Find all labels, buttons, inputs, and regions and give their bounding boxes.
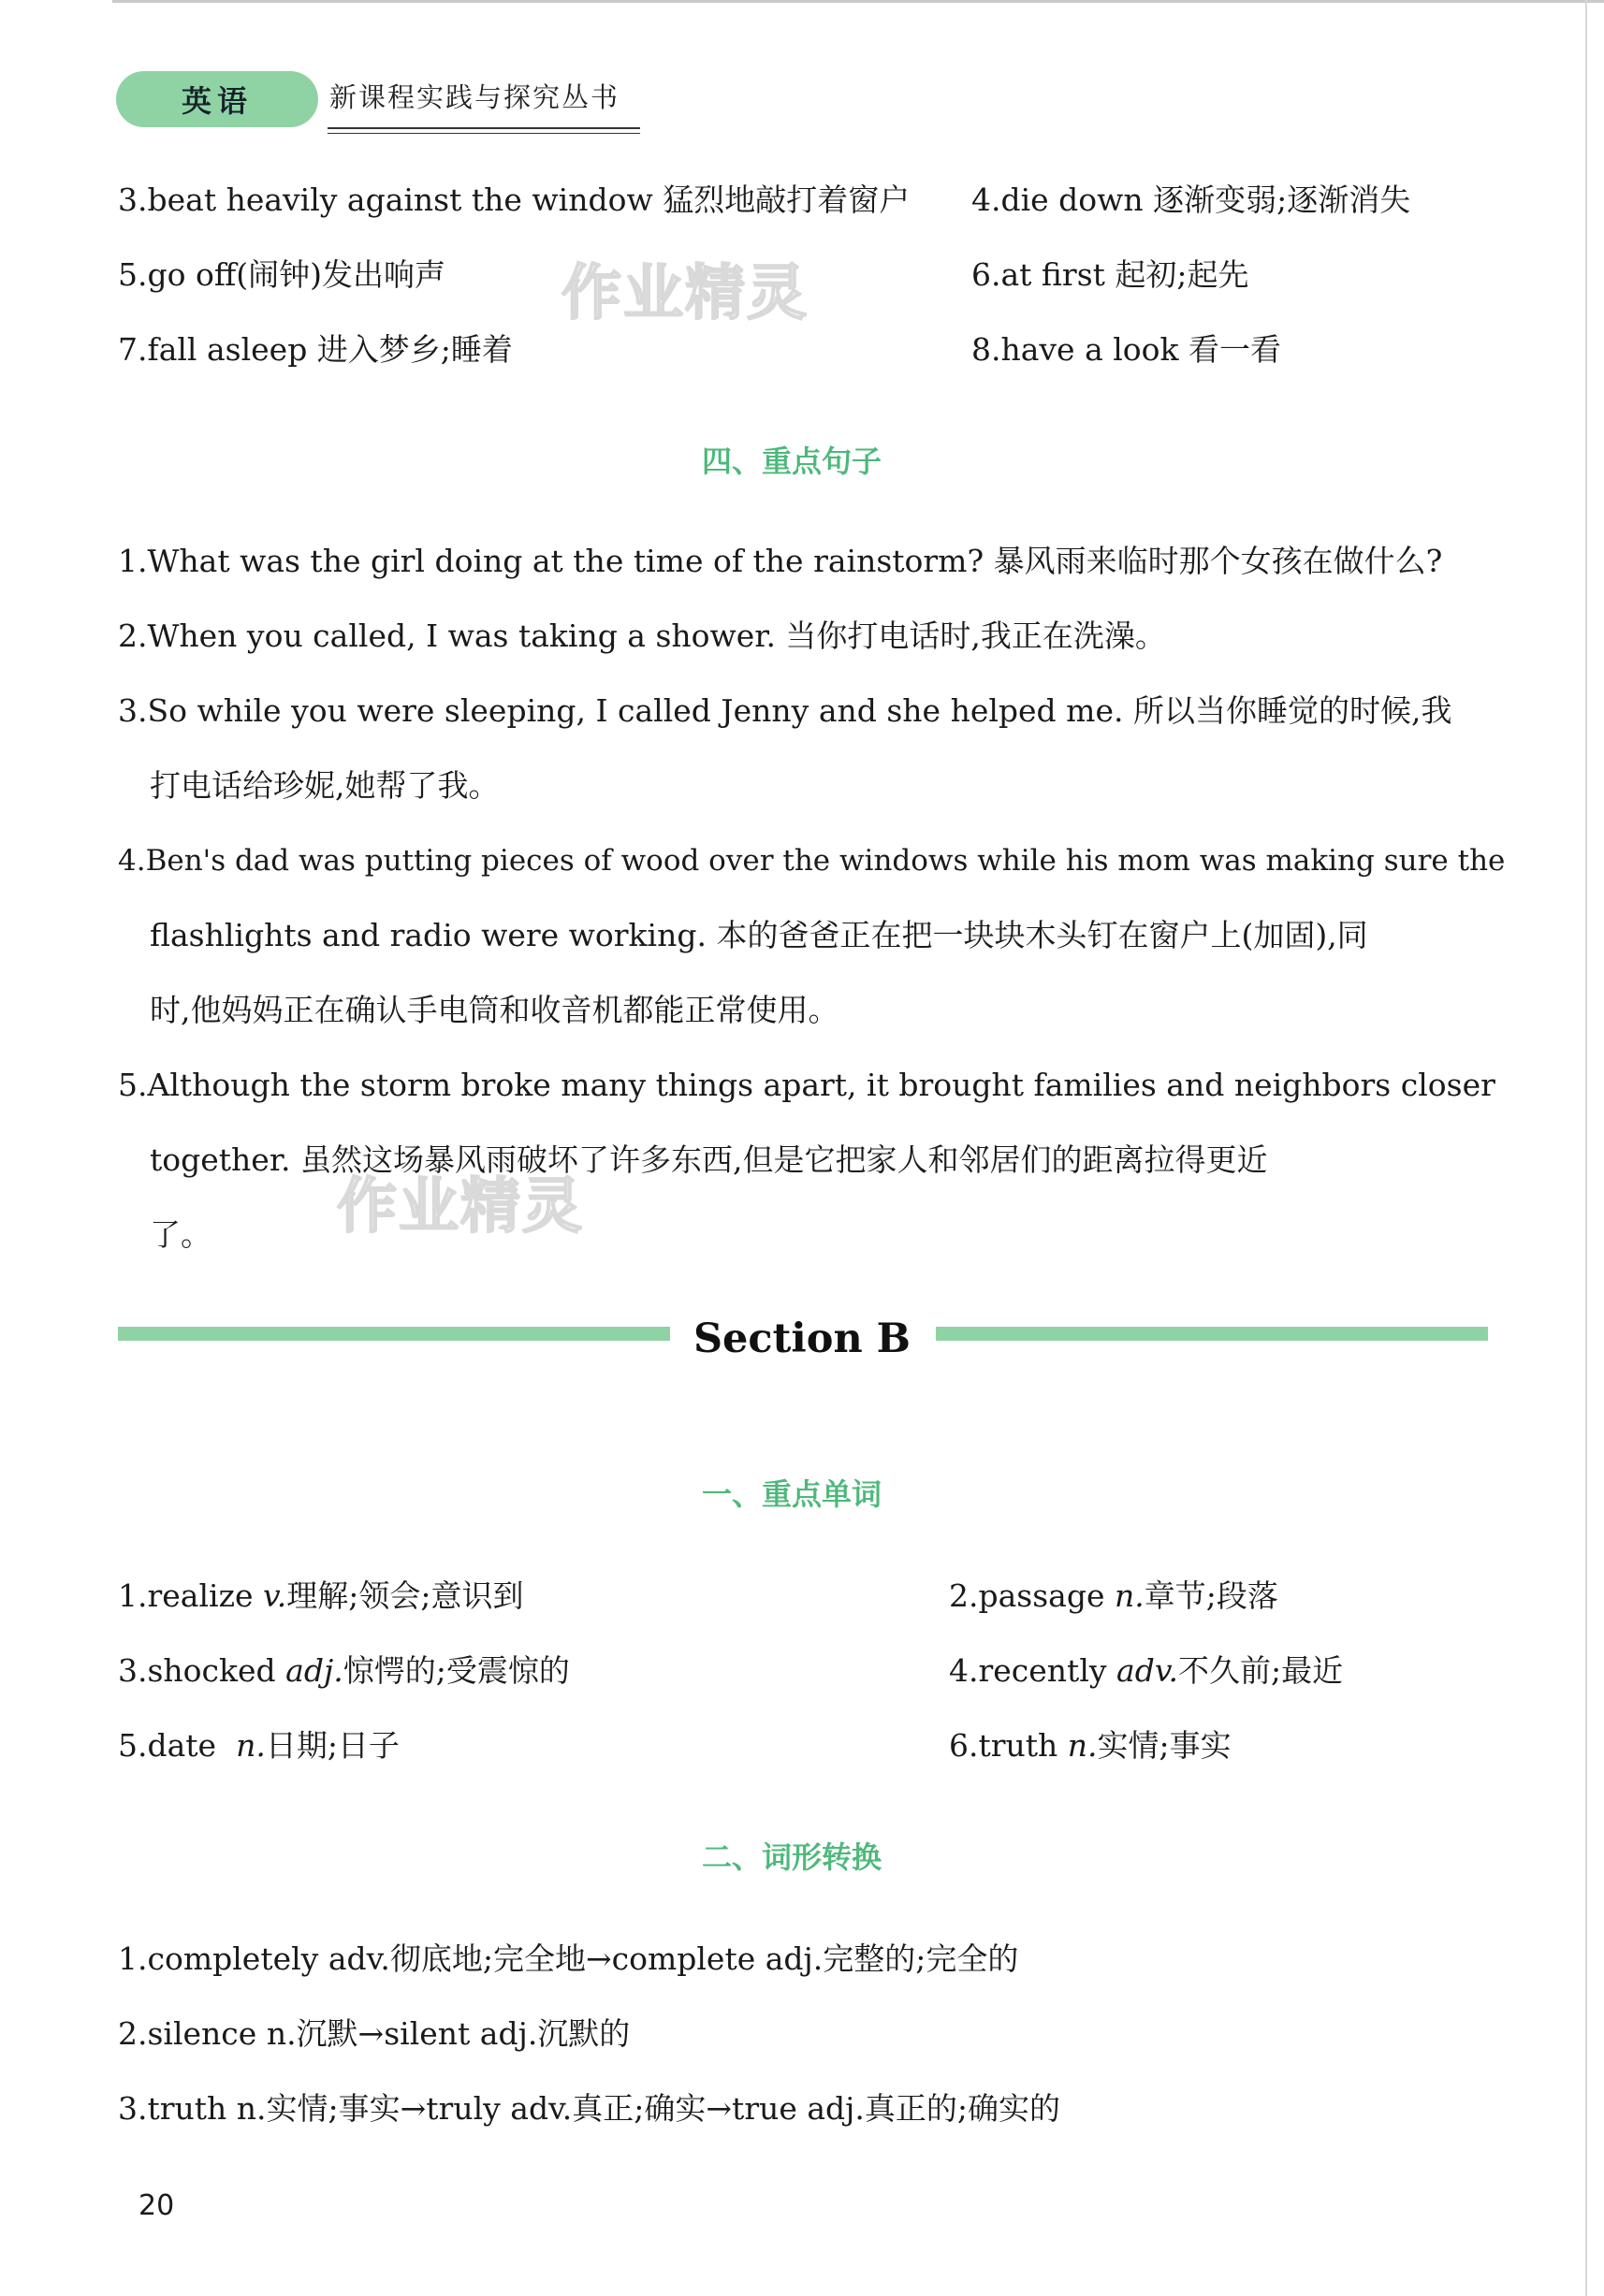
word-item: 4.recently adv.不久前;最近 [949, 1652, 1344, 1689]
sentence-line: 2.When you called, I was taking a shower. 当你打电话时,我正在洗澡。 [118, 618, 1166, 654]
sentence-line: 3.So while you were sleeping, I called Jenny and she helped me. 所以当你睡觉的时候,我 [118, 692, 1452, 729]
watermark: 作业精灵 [561, 259, 809, 328]
page-number: 20 [139, 2189, 175, 2222]
sentence-line: 4.Ben's dad was putting pieces of wood over the windows while his mom was making sure the [118, 844, 1506, 878]
word-item: 1.realize v.理解;领会;意识到 [118, 1577, 524, 1614]
sentence-line: flashlights and radio were working. 本的爸爸正在把一块块木头钉在窗户上(加固),同 [150, 917, 1368, 953]
section-b-title: Section B [693, 1315, 911, 1362]
phrase-item: 5.go off(闹钟)发出响声 [118, 256, 446, 293]
sentence-line: together. 虽然这场暴风雨破坏了许多东西,但是它把家人和邻居们的距离拉得更近 [150, 1141, 1268, 1178]
phrase-item: 3.beat heavily against the window 猛烈地敲打着窗户 [118, 182, 911, 218]
word-form-line: 2.silence n.沉默→silent adj.沉默的 [118, 2015, 631, 2052]
section-title-key-sentences: 四、重点句子 [702, 443, 882, 479]
sentence-line: 打电话给珍妮,她帮了我。 [150, 767, 500, 804]
phrase-item: 8.have a look 看一看 [971, 331, 1282, 368]
series-title: 新课程实践与探究丛书 [329, 81, 620, 113]
section-title-key-words: 一、重点单词 [702, 1476, 882, 1512]
subject-badge: 英语 [116, 71, 318, 127]
phrase-item: 4.die down 逐渐变弱;逐渐消失 [971, 182, 1411, 218]
word-item: 6.truth n.实情;事实 [949, 1727, 1232, 1764]
phrase-item: 6.at first 起初;起先 [971, 256, 1249, 293]
sentence-line: 了。 [150, 1216, 211, 1253]
top-rule [112, 0, 1604, 3]
sentence-line: 时,他妈妈正在确认手电筒和收音机都能正常使用。 [150, 992, 839, 1028]
word-item: 2.passage n.章节;段落 [949, 1577, 1278, 1614]
phrase-item: 7.fall asleep 进入梦乡;睡着 [118, 331, 513, 368]
word-form-line: 3.truth n.实情;事实→truly adv.真正;确实→true adj.真正的;确实的 [118, 2090, 1060, 2127]
sentence-line: 5.Although the storm broke many things apart, it brought families and neighbors closer [118, 1067, 1495, 1103]
header-rule [328, 127, 640, 129]
word-item: 3.shocked adj.惊愕的;受震惊的 [118, 1652, 570, 1689]
header-rule [328, 133, 640, 134]
watermark: 作业精灵 [337, 1172, 584, 1242]
sentence-line: 1.What was the girl doing at the time of the rainstorm? 暴风雨来临时那个女孩在做什么? [118, 543, 1443, 579]
word-item: 5.date n.日期;日子 [118, 1727, 400, 1764]
word-form-line: 1.completely adv.彻底地;完全地→complete adj.完整的;完全的 [118, 1940, 1019, 1977]
section-title-word-forms: 二、词形转换 [702, 1839, 882, 1875]
page-edge [1585, 0, 1587, 2296]
